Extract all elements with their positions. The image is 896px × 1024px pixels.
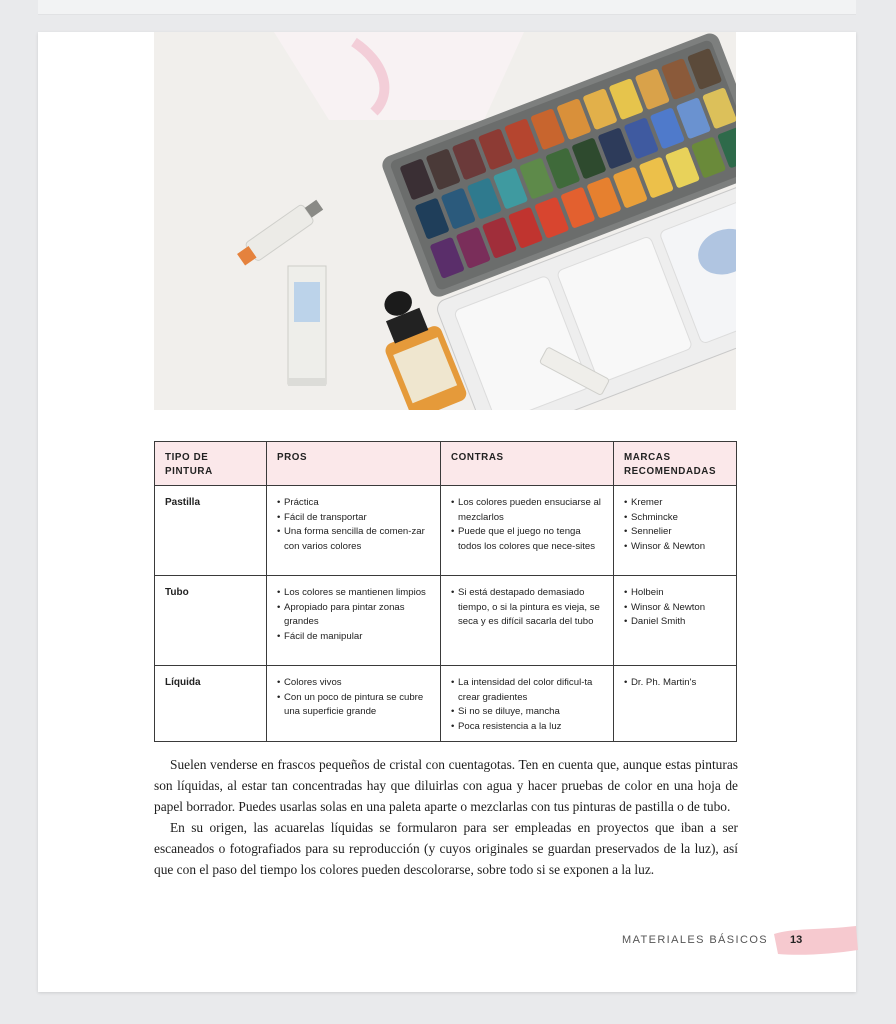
list-item: • Holbein	[624, 586, 728, 601]
table-row	[155, 486, 737, 576]
list-item: • Los colores se mantienen limpios	[277, 586, 432, 601]
list-item: • Fácil de manipular	[277, 630, 432, 645]
list-item: • La intensidad del color dificul-ta crear gradientes	[451, 676, 605, 705]
type-cell: Pastilla	[155, 486, 267, 576]
list-item: • Dr. Ph. Martin's	[624, 676, 728, 691]
list-item: • Práctica	[277, 496, 432, 511]
pros-cell	[267, 576, 441, 666]
pros-cell	[267, 666, 441, 742]
contras-cell	[441, 576, 614, 666]
list-item: • Puede que el juego no tenga todos los colores que nece-sites	[451, 525, 605, 554]
list-item: • Sennelier	[624, 525, 728, 540]
marcas-cell	[614, 666, 737, 742]
section-label: MATERIALES BÁSICOS	[622, 934, 769, 946]
header-pros: PROS	[267, 442, 441, 486]
header-contras: CONTRAS	[441, 442, 614, 486]
watercolor-supplies-photo	[154, 32, 736, 410]
contras-cell	[441, 486, 614, 576]
book-page	[38, 32, 856, 992]
type-cell: Líquida	[155, 666, 267, 742]
table-header-row	[155, 442, 737, 486]
paragraph: En su origen, las acuarelas líquidas se formularon para ser empleadas en proyectos que iban a ser escaneados o fotografiados para su reproducción (y cuyos originales se guardan preservados de la luz), así que con el paso del tiempo los colores pueden descolorarse, sobre todo si se exponen a la luz.	[154, 820, 738, 877]
body-text	[154, 754, 738, 880]
brush-stroke-decoration	[772, 924, 858, 958]
list-item: • Poca resistencia a la luz	[451, 720, 605, 735]
viewer-top-strip	[38, 0, 856, 15]
list-item: • Si está destapado demasiado tiempo, o si la pintura es vieja, se seca y es difícil sacarla del tubo	[451, 586, 605, 630]
list-item: • Kremer	[624, 496, 728, 511]
list-item: • Winsor & Newton	[624, 601, 728, 616]
paint-types-table	[154, 441, 737, 742]
list-item: • Fácil de transportar	[277, 511, 432, 526]
list-item: • Los colores pueden ensuciarse al mezclarlos	[451, 496, 605, 525]
marcas-cell	[614, 486, 737, 576]
header-type: TIPO DE PINTURA	[155, 442, 267, 486]
pros-cell	[267, 486, 441, 576]
type-cell: Tubo	[155, 576, 267, 666]
list-item: • Apropiado para pintar zonas grandes	[277, 601, 432, 630]
list-item: • Si no se diluye, mancha	[451, 705, 605, 720]
paint-tube-blue-image	[288, 266, 326, 386]
marcas-cell	[614, 576, 737, 666]
header-marcas: MARCAS RECOMENDADAS	[614, 442, 737, 486]
list-item: • Colores vivos	[277, 676, 432, 691]
list-item: • Daniel Smith	[624, 615, 728, 630]
table-row	[155, 666, 737, 742]
contras-cell	[441, 666, 614, 742]
list-item: • Winsor & Newton	[624, 540, 728, 555]
list-item: • Schmincke	[624, 511, 728, 526]
list-item: • Con un poco de pintura se cubre una superficie grande	[277, 691, 432, 720]
table-row	[155, 576, 737, 666]
page-number: 13	[790, 934, 803, 946]
paragraph: Suelen venderse en frascos pequeños de cristal con cuentagotas. Ten en cuenta que, aunque estas pinturas son líquidas, al estar tan concentradas hay que diluirlas con agua y hacer pruebas de color en una hoja de papel borrador. Puedes usarlas solas en una paleta aparte o mezclarlas con tus pinturas de pastilla o de tubo.	[154, 757, 738, 814]
list-item: • Una forma sencilla de comen-zar con varios colores	[277, 525, 432, 554]
